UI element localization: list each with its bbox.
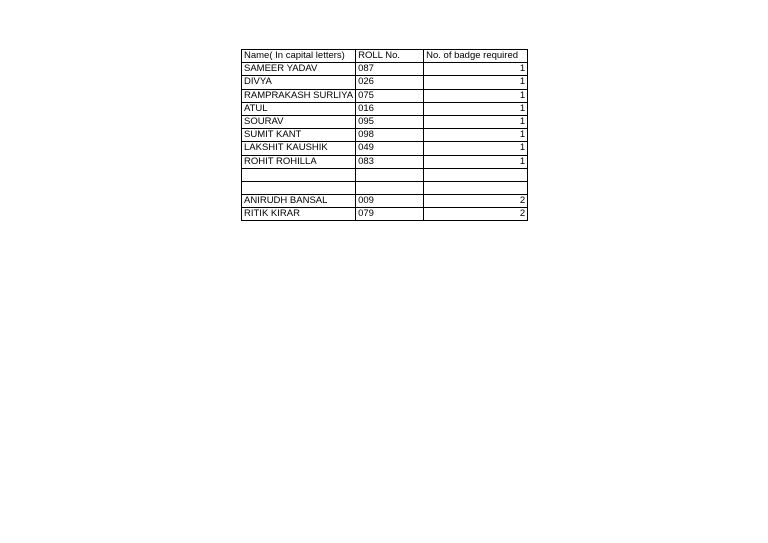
table-row-empty (242, 181, 528, 194)
table-row (242, 155, 528, 168)
table-row (242, 208, 528, 221)
header-badge-count: No. of badge required (424, 50, 528, 63)
cell-roll-no: 009 (356, 195, 424, 208)
cell-badge-count: 1 (424, 115, 528, 128)
table-header-row (242, 50, 528, 63)
table-row (242, 89, 528, 102)
cell-badge-count (424, 168, 528, 181)
cell-roll-no: 098 (356, 129, 424, 142)
header-name: Name( In capital letters) (242, 50, 356, 63)
cell-roll-no: 016 (356, 102, 424, 115)
cell-roll-no: 049 (356, 142, 424, 155)
cell-name: DIVYA (242, 76, 356, 89)
cell-badge-count: 1 (424, 76, 528, 89)
cell-name (242, 181, 356, 194)
table-row (242, 195, 528, 208)
table-row (242, 76, 528, 89)
cell-badge-count: 2 (424, 195, 528, 208)
badge-request-table (241, 49, 528, 221)
cell-badge-count: 1 (424, 142, 528, 155)
cell-roll-no (356, 168, 424, 181)
cell-roll-no: 095 (356, 115, 424, 128)
cell-roll-no: 075 (356, 89, 424, 102)
cell-roll-no: 083 (356, 155, 424, 168)
table-row (242, 129, 528, 142)
table-row (242, 115, 528, 128)
cell-name: SUMIT KANT (242, 129, 356, 142)
table-row (242, 63, 528, 76)
cell-name: ROHIT ROHILLA (242, 155, 356, 168)
cell-name: RAMPRAKASH SURLIYA (242, 89, 356, 102)
cell-roll-no: 026 (356, 76, 424, 89)
cell-name: SAMEER YADAV (242, 63, 356, 76)
cell-badge-count: 2 (424, 208, 528, 221)
table-body (242, 50, 528, 221)
cell-name: LAKSHIT KAUSHIK (242, 142, 356, 155)
cell-name: ATUL (242, 102, 356, 115)
table-row-empty (242, 168, 528, 181)
cell-badge-count: 1 (424, 63, 528, 76)
header-roll-no: ROLL No. (356, 50, 424, 63)
cell-badge-count: 1 (424, 155, 528, 168)
cell-roll-no (356, 181, 424, 194)
cell-name (242, 168, 356, 181)
cell-roll-no: 079 (356, 208, 424, 221)
cell-badge-count: 1 (424, 129, 528, 142)
cell-name: ANIRUDH BANSAL (242, 195, 356, 208)
cell-badge-count: 1 (424, 89, 528, 102)
cell-name: RITIK KIRAR (242, 208, 356, 221)
cell-badge-count: 1 (424, 102, 528, 115)
cell-badge-count (424, 181, 528, 194)
cell-roll-no: 087 (356, 63, 424, 76)
cell-name: SOURAV (242, 115, 356, 128)
table-row (242, 102, 528, 115)
table-row (242, 142, 528, 155)
